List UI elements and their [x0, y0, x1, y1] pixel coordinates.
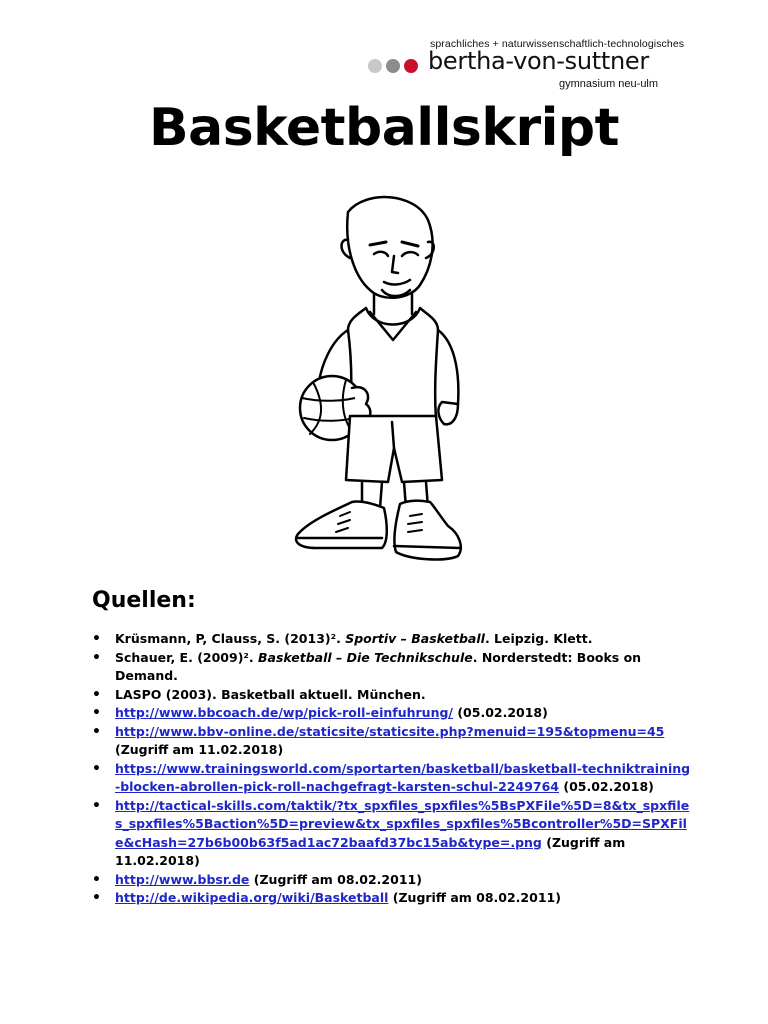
- source-link[interactable]: https://www.trainingsworld.com/sportarten/basketball/basketball-techniktraining-blocken-abrollen-pick-roll-nachgefragt-karsten-schul-2249764: [115, 760, 691, 794]
- basketball-player-illustration: [270, 190, 480, 570]
- source-link[interactable]: http://www.bbv-online.de/staticsite/staticsite.php?menuid=195&topmenu=45: [115, 723, 665, 739]
- source-link[interactable]: http://www.bbsr.de: [115, 871, 250, 887]
- list-item: • http://www.bbsr.de (Zugriff am 08.02.2011): [92, 871, 692, 890]
- sources-list: [92, 630, 692, 908]
- list-item: • http://tactical-skills.com/taktik/?tx_spxfiles_spxfiles%5BsPXFile%5D=8&tx_spxfiles_spxfiles%5Baction%5D=preview&tx_spxfiles_spxfiles%5Bcontroller%5D=SPXFile&cHash=27b6b00b63f5ad1ac72baafd37bc15ab&type=.png (Zugriff am 11.02.2018): [92, 797, 692, 871]
- sources-heading: Quellen:: [92, 588, 196, 613]
- school-tagline: sprachliches + naturwissenschaftlich-technologisches: [430, 38, 685, 50]
- school-logo: [368, 38, 685, 98]
- list-item: • https://www.trainingsworld.com/sportarten/basketball/basketball-techniktraining-blocken-abrollen-pick-roll-nachgefragt-karsten-schul-2249764 (05.02.2018): [92, 760, 692, 797]
- source-link[interactable]: http://www.bbcoach.de/wp/pick-roll-einfuhrung/: [115, 705, 453, 720]
- logo-dot-1: [368, 59, 382, 73]
- list-item: • Krüsmann, P, Clauss, S. (2013)². Sportiv – Basketball. Leipzig. Klett.: [92, 630, 692, 649]
- list-item: • LASPO (2003). Basketball aktuell. München.: [92, 686, 692, 705]
- logo-dots: [368, 59, 418, 73]
- list-item: • http://www.bbcoach.de/wp/pick-roll-einfuhrung/ (05.02.2018): [92, 704, 692, 723]
- page-title: Basketballskript: [148, 98, 620, 158]
- logo-dot-3: [404, 59, 418, 73]
- list-item: • http://de.wikipedia.org/wiki/Basketball (Zugriff am 08.02.2011): [92, 889, 692, 908]
- source-link[interactable]: http://de.wikipedia.org/wiki/Basketball: [115, 890, 389, 905]
- school-name: bertha-von-suttner: [428, 47, 649, 75]
- list-item: • http://www.bbv-online.de/staticsite/staticsite.php?menuid=195&topmenu=45 (Zugriff am 11.02.2018): [92, 723, 692, 760]
- school-subtitle: gymnasium neu-ulm: [559, 78, 659, 90]
- list-item: • Schauer, E. (2009)². Basketball – Die Technikschule. Norderstedt: Books on Demand.: [92, 649, 692, 686]
- logo-dot-2: [386, 59, 400, 73]
- source-link[interactable]: http://tactical-skills.com/taktik/?tx_spxfiles_spxfiles%5BsPXFile%5D=8&tx_spxfiles_spxfiles%5Baction%5D=preview&tx_spxfiles_spxfiles%5Bcontroller%5D=SPXFile&cHash=27b6b00b63f5ad1ac72baafd37bc15ab&type=.png: [115, 797, 690, 850]
